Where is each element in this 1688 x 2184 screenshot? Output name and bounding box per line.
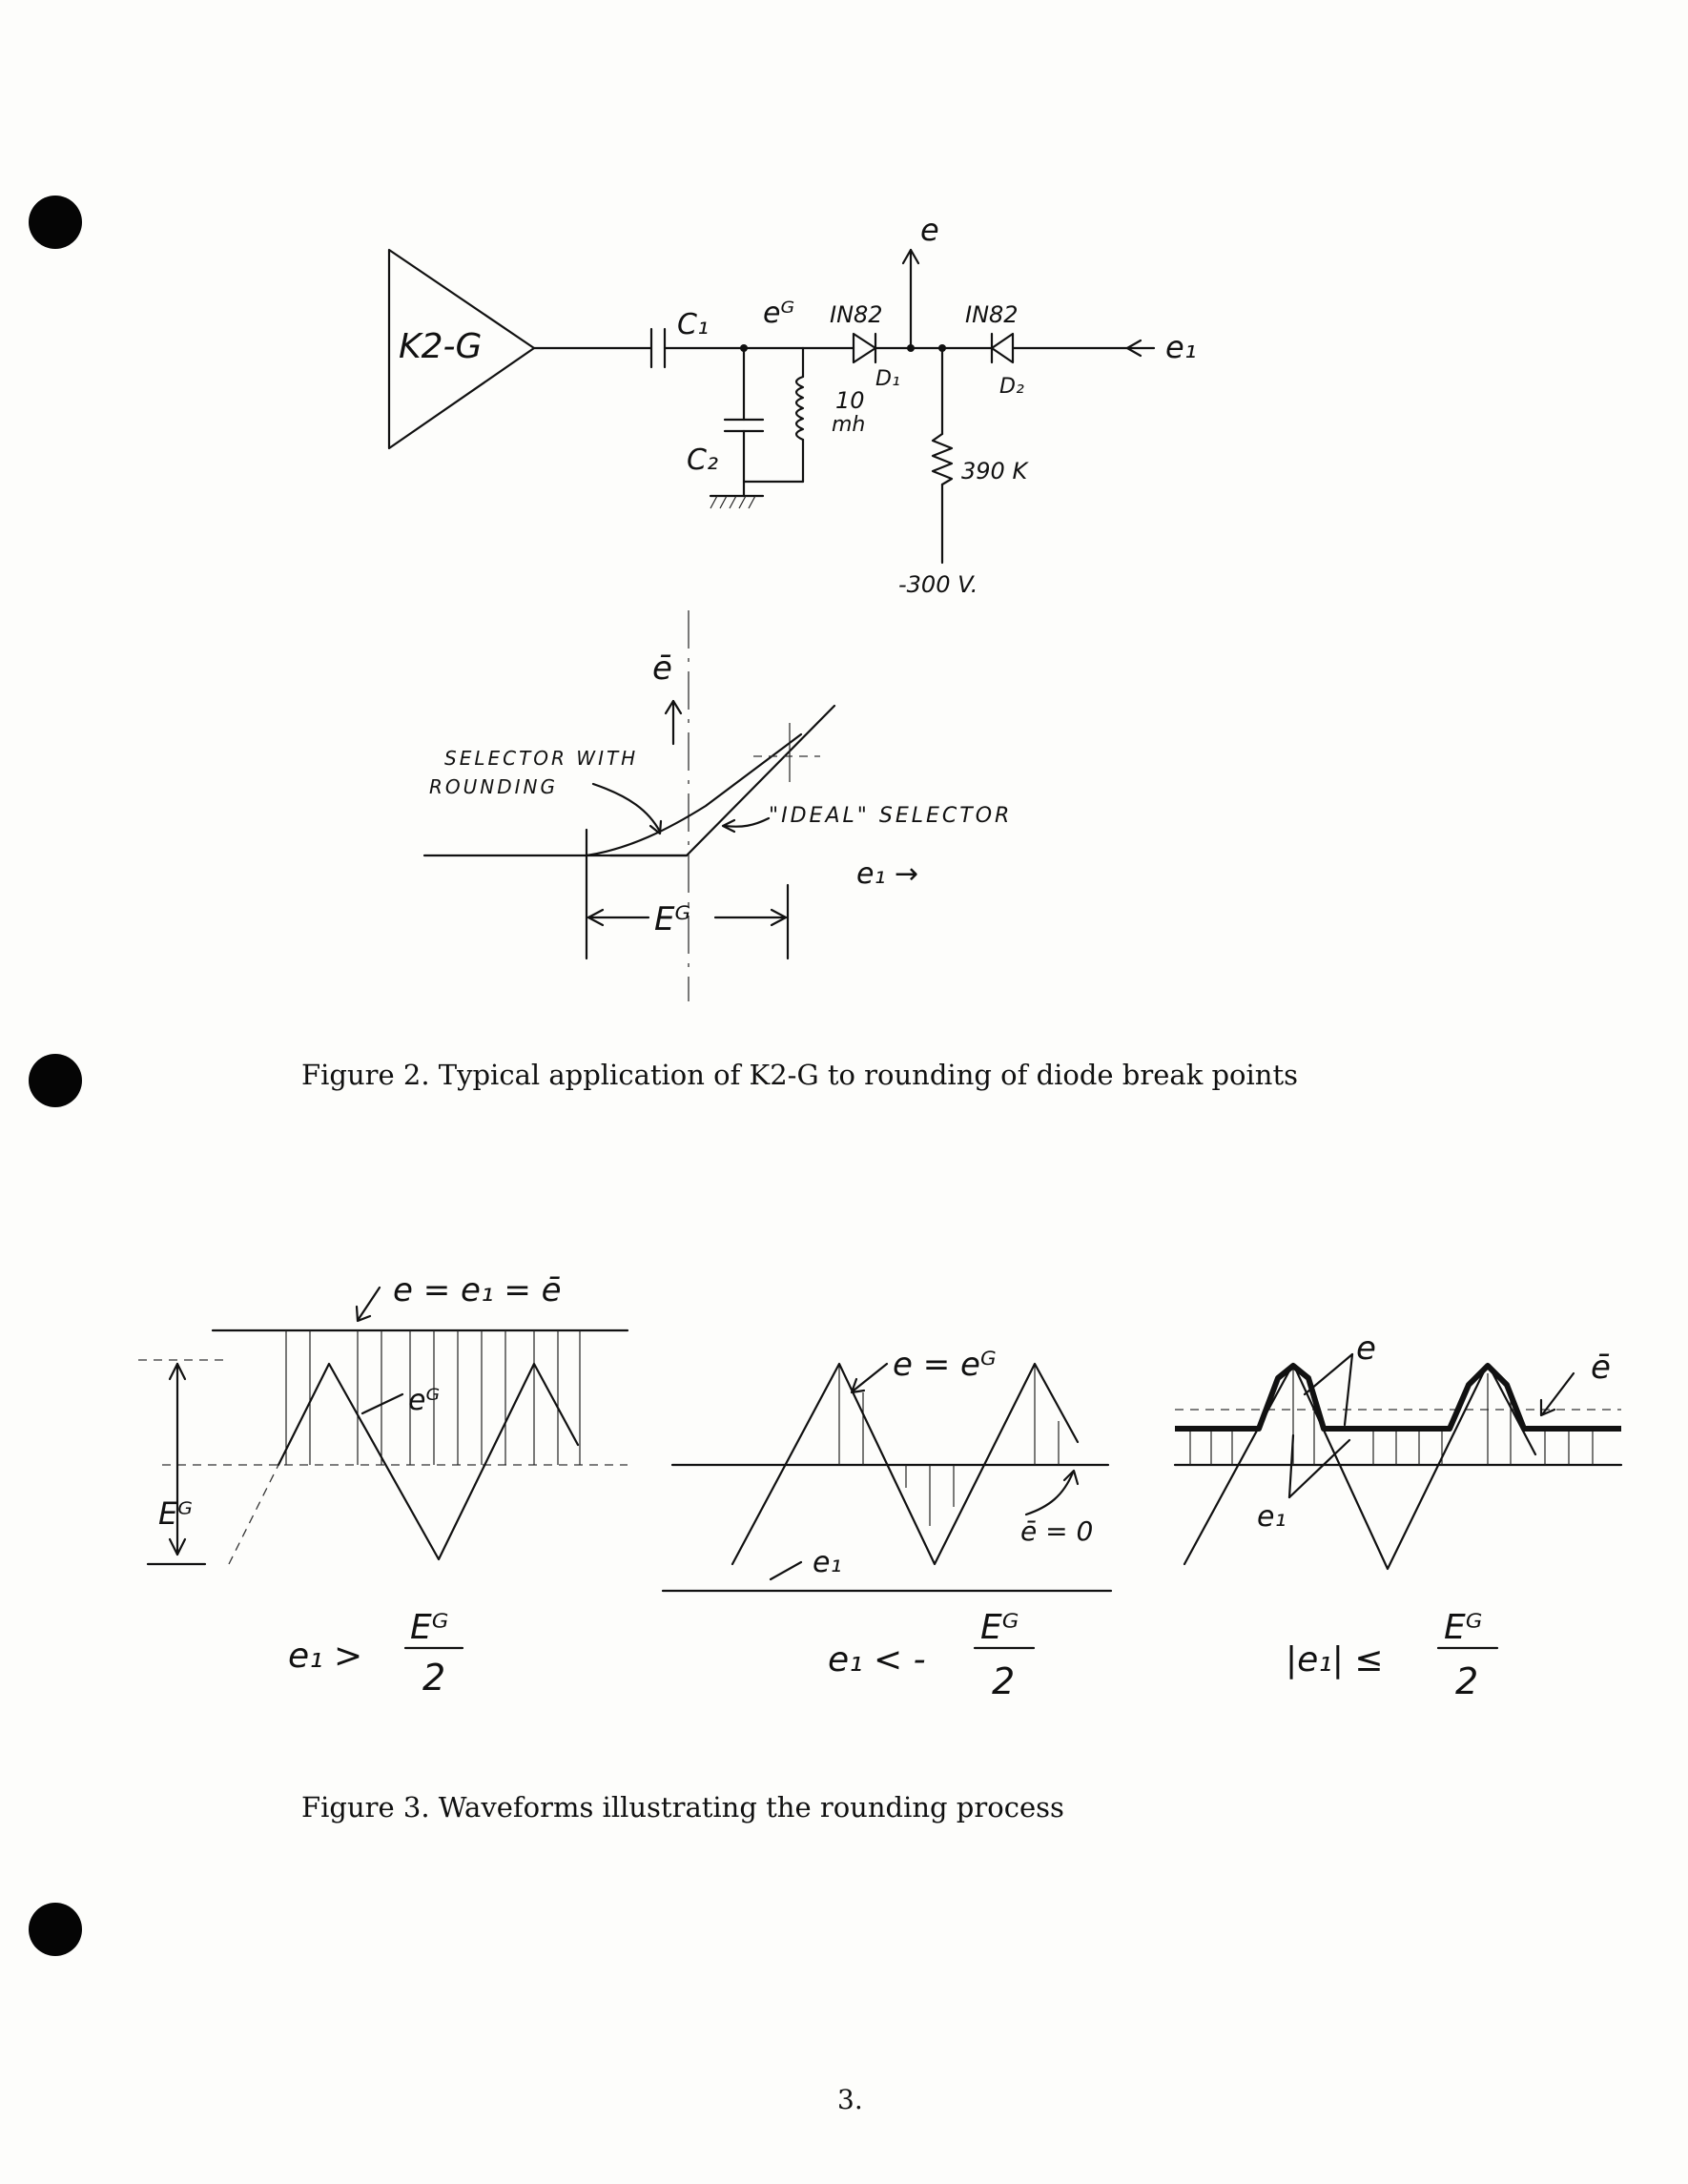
diode1-type: IN82	[830, 301, 883, 328]
ideal-selector-curve	[610, 706, 834, 855]
panel2-hatch	[839, 1364, 1059, 1526]
panel2-top-pointer	[854, 1364, 887, 1391]
panel2-top-label: e = eᴳ	[893, 1346, 997, 1384]
panel1-top-label: e = e₁ = ē	[393, 1271, 562, 1309]
eg-label: eᴳ	[763, 297, 795, 330]
panel3-e-pointer-2	[1345, 1354, 1352, 1425]
rounding-label-line1: SELECTOR WITH	[444, 747, 639, 770]
supply-label: -300 V.	[898, 571, 978, 598]
panel1-top-pointer	[359, 1288, 380, 1319]
panel1-triangle-wave-dashed	[229, 1465, 278, 1564]
panel2-e1-label: e₁	[813, 1546, 842, 1579]
e1-input-label: e₁	[1165, 329, 1197, 365]
panel3-ebar-pointer	[1543, 1373, 1574, 1413]
panel3-ebar-label: ē	[1591, 1349, 1611, 1387]
panel2-ebar-label: ē = 0	[1020, 1515, 1094, 1547]
panel2-cond-lhs: e₁ < -	[828, 1640, 926, 1679]
panel3-cond-den: 2	[1455, 1660, 1479, 1702]
panel2-cond-num: Eᴳ	[980, 1608, 1019, 1647]
c2-label: C₂	[687, 443, 718, 477]
panel3-cond-num: Eᴳ	[1444, 1608, 1483, 1647]
panel1-eg-label: eᴳ	[408, 1384, 441, 1417]
figure3-caption: Figure 3. Waveforms illustrating the rounding process	[301, 1791, 1064, 1823]
figure3-panel2	[663, 1346, 1111, 1702]
diode-d1-icon	[854, 334, 875, 362]
figure3-panel3	[1175, 1329, 1621, 1702]
d2-label: D₂	[999, 375, 1024, 399]
panel1-amp-label: Eᴳ	[158, 1495, 193, 1532]
rounding-pointer	[593, 784, 660, 832]
panel3-e-label: e	[1356, 1329, 1376, 1368]
panel1-cond-lhs: e₁ >	[288, 1637, 363, 1676]
ideal-label: "IDEAL" SELECTOR	[769, 804, 1013, 828]
figure2-circuit	[389, 212, 1197, 598]
resistor-label: 390 K	[961, 458, 1028, 484]
plot-y-label: ē	[652, 649, 672, 688]
inductor-value: 10	[835, 387, 865, 414]
ground-icon	[710, 482, 763, 508]
figure3-panel1	[138, 1271, 628, 1699]
d1-label: D₁	[875, 367, 900, 391]
page-number: 3.	[837, 2084, 863, 2115]
resistor-390k	[933, 434, 952, 484]
inductor-unit: mh	[832, 413, 866, 437]
amplifier-label: K2-G	[399, 327, 483, 366]
diode2-type: IN82	[965, 301, 1019, 328]
panel2-e1-pointer	[771, 1562, 801, 1579]
panel1-cond-den: 2	[422, 1657, 446, 1699]
rounding-label-line2: ROUNDING	[429, 775, 558, 798]
figure2-caption: Figure 2. Typical application of K2-G to rounding of diode break points	[301, 1059, 1298, 1091]
inductor-coil	[796, 377, 803, 440]
panel3-e-pointer-1	[1305, 1354, 1352, 1394]
panel3-e1-label: e₁	[1257, 1500, 1287, 1534]
c1-label: C₁	[677, 308, 709, 341]
span-label: Eᴳ	[654, 900, 691, 938]
diode-d2-icon	[992, 334, 1013, 362]
panel3-triangle-wave	[1184, 1364, 1535, 1569]
panel3-cond-lhs: |e₁| ≤	[1286, 1640, 1384, 1679]
panel1-cond-num: Eᴳ	[410, 1608, 449, 1647]
panel2-cond-den: 2	[992, 1660, 1016, 1702]
panel3-e1-pointer-1	[1289, 1435, 1293, 1497]
figure2-plot	[424, 610, 1012, 1001]
panel1-eg-pointer	[362, 1394, 402, 1413]
e-label: e	[920, 212, 939, 248]
plot-x-label: e₁ →	[856, 857, 919, 891]
